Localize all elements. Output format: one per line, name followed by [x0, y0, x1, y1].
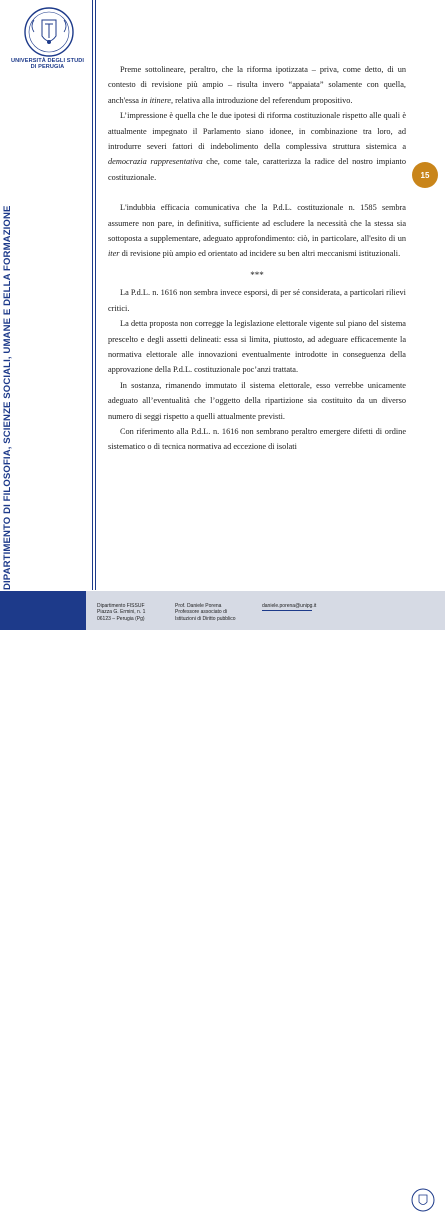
- footer-city: 06123 – Perugia (Pg): [97, 615, 145, 622]
- footer-street: Piazza G. Ermini, n. 1: [97, 609, 146, 616]
- sidebar-divider-thick: [92, 0, 93, 590]
- footer-author-role: Professore associato di: [175, 609, 227, 616]
- paragraph-3-end: di revisione più ampio ed orientato ad incidere su ben altri meccanismi istituzionali.: [119, 249, 401, 259]
- footer-department-address: [97, 603, 145, 622]
- paragraph-2-emphasis: democrazia rappresentativa: [108, 157, 203, 167]
- footer-author-name: Prof. Daniele Porena: [175, 603, 222, 609]
- paragraph-1-text: Preme sottolineare, peraltro, che la riforma ipotizzata – priva, come detto, di un contesto di revisione più ampio – risulta invero “appaiata” solamente con quella, anch'essa: [108, 65, 406, 105]
- paragraph-5: La detta proposta non corregge la legislazione elettorale vigente sul piano del sistema prescelto e degli assetti delineati: essa si limita, piuttosto, ad adeguare efficacemente la normativa elettorale alle innovazioni eventualmente introdotte in conseguenza della approvazione della P.d.L. costituzionale poc’anzi trattata.: [108, 319, 406, 375]
- paragraph-2-end: che, come tale, caratterizza la radice del nostro impianto costituzionale.: [108, 157, 406, 182]
- paragraph-1-emphasis: in itinere: [141, 95, 171, 105]
- footer-department: Dipartimento FISSUF: [97, 603, 145, 609]
- paragraph-7: Con riferimento alla P.d.L. n. 1616 non sembrano peraltro emergere difetti di ordine sistematico o di tecnica normativa ad eccezione di isolati: [108, 426, 406, 452]
- paragraph-2-text: L’impressione è quella che le due ipotesi di riforma costituzionale rispetto alle quali è attualmente impegnato il Parlamento siano idonee, in combinazione tra loro, ad introdurre severi fattori di indebolimento della complessiva struttura sistemica a: [108, 111, 406, 152]
- university-name-line1: UNIVERSITÀ DEGLI STUDI: [10, 58, 85, 64]
- university-name: [5, 58, 90, 71]
- paragraph-3: [108, 200, 406, 262]
- paragraph-1: [108, 62, 406, 108]
- paragraph-2: [108, 108, 406, 185]
- sidebar-divider-thin: [95, 0, 96, 590]
- paragraph-4: La P.d.L. n. 1616 non sembra invece esporsi, di per sé considerata, a particolari rilievi critici.: [108, 288, 406, 313]
- footer-email[interactable]: daniele.porena@unipg.it: [262, 603, 317, 609]
- page-footer: [0, 591, 445, 630]
- paragraph-3-text: L'indubbia efficacia comunicativa che la P.d.L. costituzionale n. 1585 sembra assumere non pare, in definitiva, sufficiente ad escludere la necessità che la stessa sia sottoposta a supplementare, adeguato approfondimento: ciò, in particolare, all'esito di un: [108, 203, 406, 244]
- footer-university-mark-icon: [410, 1187, 436, 1213]
- paragraph-6: In sostanza, rimanendo immutato il sistema elettorale, esso verrebbe unicamente adeguato all’eventualità che l’oggetto della ripartizione sia costituito da un diverso numero di seggi rispetto a quelli attualmente previsti.: [108, 380, 406, 421]
- department-vertical-title: DIPARTIMENTO DI FILOSOFIA, SCIENZE SOCIALI, UMANE E DELLA FORMAZIONE: [2, 205, 13, 590]
- footer-accent: [0, 591, 86, 630]
- footer-author: [175, 603, 236, 622]
- page-number-badge: 15: [412, 162, 438, 188]
- university-logo: [20, 6, 78, 58]
- paragraph-1-end: , relativa alla introduzione del referendum propositivo.: [170, 95, 353, 105]
- university-name-line2: DI PERUGIA: [30, 64, 65, 71]
- paragraph-3-emphasis: iter: [108, 249, 120, 259]
- footer-author-subject: Istituzioni di Diritto pubblico: [175, 615, 236, 622]
- footer-email-underline: [262, 610, 312, 611]
- sidebar: [0, 0, 95, 630]
- document-body: [108, 62, 406, 455]
- section-separator: ***: [250, 269, 264, 280]
